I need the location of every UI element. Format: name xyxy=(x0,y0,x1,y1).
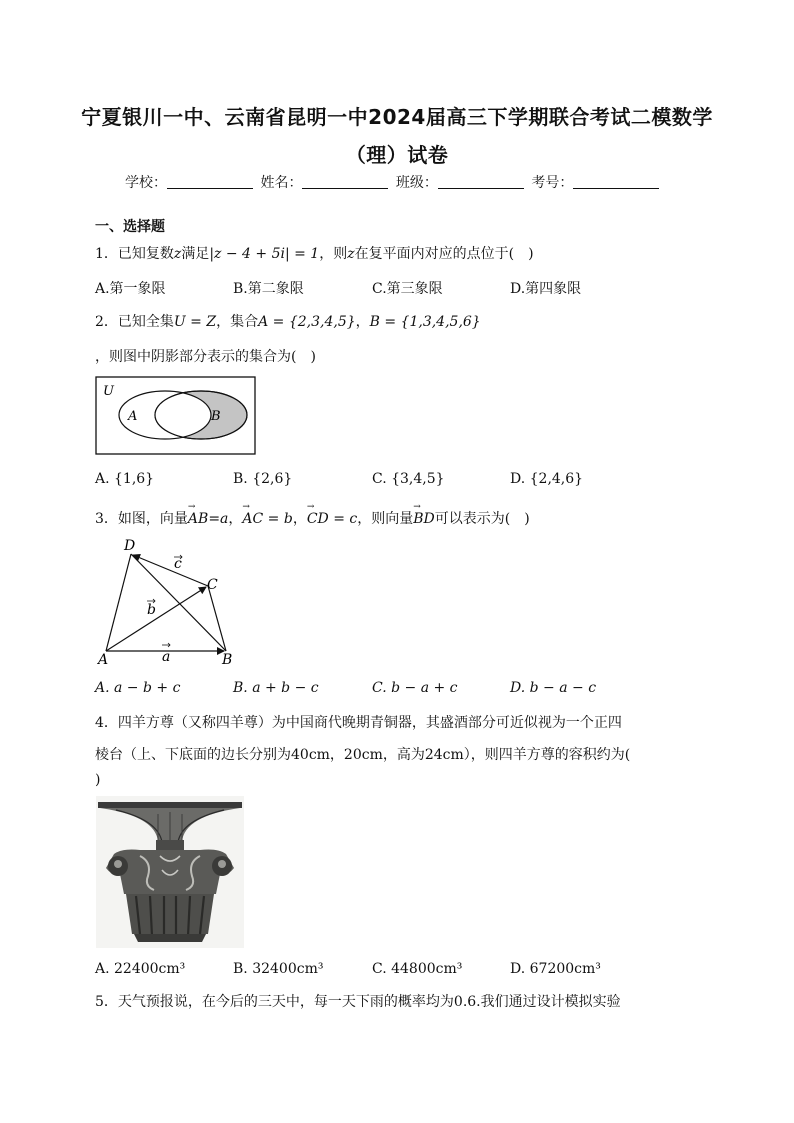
vector-bd: → BD xyxy=(413,511,435,527)
vector-c-label: c xyxy=(174,556,182,572)
q2-formula: A = {2,3,4,5} xyxy=(258,314,356,330)
q1-formula: |z − 4 + 5i| = 1 xyxy=(209,246,320,262)
question-4-stem-line1: 4．四羊方尊（又称四羊尊）为中国商代晚期青铜器，其盛酒部分可近似视为一个正四 xyxy=(95,715,622,731)
q3-option-b[interactable]: B. a + b − c xyxy=(233,680,319,696)
q4-option-b[interactable]: B. 32400cm³ xyxy=(233,961,324,977)
q1-option-a[interactable]: A.第一象限 xyxy=(95,281,166,297)
section-heading: 一、选择题 xyxy=(95,219,165,235)
q1-option-d[interactable]: D.第四象限 xyxy=(510,281,582,297)
q3-formula: = c xyxy=(328,511,358,527)
vector-c-arrow xyxy=(133,555,208,586)
bronze-vessel-photo xyxy=(96,796,244,948)
vector-a-label: a xyxy=(162,649,171,665)
q3-text: ，则向量 xyxy=(357,511,414,527)
question-2-stem xyxy=(95,311,481,331)
q3-option-a[interactable]: A. a − b + c xyxy=(95,680,181,696)
school-blank xyxy=(167,175,253,189)
q2-text: ，集合 xyxy=(216,314,259,330)
question-4-stem-line2: 棱台（上、下底面的边长分别为40cm，20cm，高为24cm），则四羊方尊的容积约为( xyxy=(95,747,631,763)
venn-diagram xyxy=(95,376,257,456)
q2-option-d[interactable]: D. {2,4,6} xyxy=(510,471,584,487)
class-label: 班级： xyxy=(395,175,438,191)
venn-label-u: U xyxy=(103,384,114,399)
point-a-label: A xyxy=(98,652,109,668)
vector-ac: → AC xyxy=(242,511,263,527)
vector-b-arrow xyxy=(106,587,206,651)
q2-option-a[interactable]: A. {1,6} xyxy=(95,471,155,487)
q3-text: 可以表示为( ) xyxy=(434,511,530,527)
q3-text: ， xyxy=(292,511,307,527)
q3-formula: = b xyxy=(263,511,293,527)
question-3-stem xyxy=(95,508,530,528)
point-b-label: B xyxy=(222,652,233,668)
venn-label-b: B xyxy=(211,409,221,424)
q1-option-b[interactable]: B.第二象限 xyxy=(233,281,304,297)
exam-title-line2: （理）试卷 xyxy=(345,143,449,167)
q3-option-d[interactable]: D. b − a − c xyxy=(510,680,597,696)
q4-option-c[interactable]: C. 44800cm³ xyxy=(372,961,463,977)
question-2-stem-line2: ，则图中阴影部分表示的集合为( ) xyxy=(95,349,316,365)
point-c-label: C xyxy=(207,577,218,593)
q1-text: 在复平面内对应的点位于( ) xyxy=(354,246,534,262)
q2-text: 2．已知全集 xyxy=(95,314,174,330)
number-label: 考号： xyxy=(531,175,574,191)
q1-option-c[interactable]: C.第三象限 xyxy=(372,281,443,297)
question-5-stem-line1: 5．天气预报说，在今后的三天中，每一天下雨的概率均为0.6.我们通过设计模拟实验 xyxy=(95,994,621,1010)
q4-option-d[interactable]: D. 67200cm³ xyxy=(510,961,601,977)
edge-ad xyxy=(106,554,131,651)
name-label: 姓名： xyxy=(260,175,303,191)
q3-option-c[interactable]: C. b − a + c xyxy=(372,680,458,696)
name-blank xyxy=(302,175,388,189)
q2-formula: B = {1,3,4,5,6} xyxy=(369,314,481,330)
q2-option-c[interactable]: C. {3,4,5} xyxy=(372,471,445,487)
q3-text: ， xyxy=(228,511,243,527)
school-label: 学校： xyxy=(125,175,167,191)
number-blank xyxy=(573,175,659,189)
vector-b-label: b xyxy=(147,602,156,618)
class-blank xyxy=(438,175,524,189)
q1-var: z xyxy=(347,246,355,262)
q1-text: 1．已知复数 xyxy=(95,246,174,262)
q2-formula: U = Z xyxy=(173,314,217,330)
question-1-stem xyxy=(95,243,534,263)
q3-text: 3．如图，向量 xyxy=(95,511,188,527)
arrow-over-a-icon xyxy=(162,643,170,647)
q4-option-a[interactable]: A. 22400cm³ xyxy=(95,961,186,977)
vector-figure xyxy=(95,533,245,668)
q2-text: ， xyxy=(355,314,370,330)
exam-title-line1: 宁夏银川一中、云南省昆明一中2024届高三下学期联合考试二模数学 xyxy=(81,105,713,129)
vector-cd: → CD xyxy=(307,511,329,527)
q1-text: 满足 xyxy=(181,246,210,262)
student-info-row xyxy=(125,172,662,192)
venn-label-a: A xyxy=(128,409,138,424)
point-d-label: D xyxy=(124,538,136,554)
vector-ab: → AB xyxy=(188,511,208,527)
q1-text: ，则 xyxy=(319,246,348,262)
question-4-stem-line3: ) xyxy=(95,772,101,788)
q3-formula: =a xyxy=(208,511,229,527)
q1-var: z xyxy=(173,246,182,262)
q2-option-b[interactable]: B. {2,6} xyxy=(233,471,293,487)
